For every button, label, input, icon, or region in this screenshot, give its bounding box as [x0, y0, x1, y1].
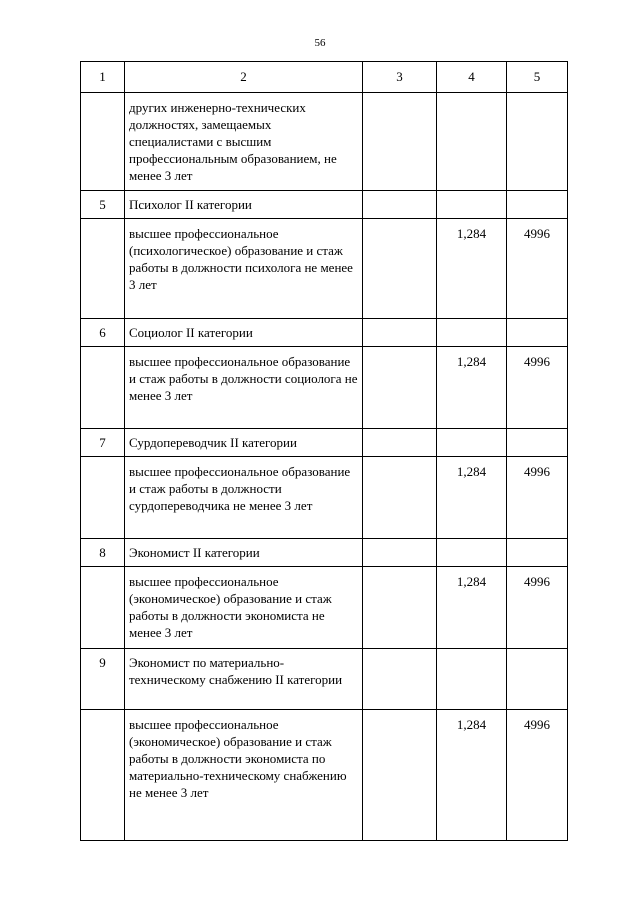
position-requirements-row: [81, 219, 568, 319]
position-title: Социолог II категории: [125, 319, 363, 347]
row-number: 9: [81, 649, 125, 710]
row-number: 8: [81, 539, 125, 567]
header-cell: 1: [81, 62, 125, 93]
page-number: 56: [314, 37, 326, 49]
coefficient-value: 1,284: [437, 710, 507, 841]
coefficient-value: 1,284: [437, 219, 507, 319]
requirements-text: высшее профессиональное образование и стаж работы в должности сурдопереводчика не менее 3 лет: [125, 457, 363, 539]
col3-value: [363, 347, 437, 429]
coefficient-value: 1,284: [437, 457, 507, 539]
requirements-text: высшее профессиональное (экономическое) образование и стаж работы в должности экономиста по материально-техническому снабжению не менее 3 лет: [125, 710, 363, 841]
header-cell: 4: [437, 62, 507, 93]
position-requirements-row: [81, 567, 568, 649]
coefficient-value: 1,284: [437, 567, 507, 649]
coefficient-value: 1,284: [437, 347, 507, 429]
row-number: 5: [81, 191, 125, 219]
col3-value: [363, 219, 437, 319]
salary-value: 4996: [507, 219, 568, 319]
position-title: Сурдопереводчик II категории: [125, 429, 363, 457]
continuation-row: [81, 93, 568, 191]
salary-value: 4996: [507, 710, 568, 841]
positions-table: [80, 61, 568, 841]
position-title-row: [81, 319, 568, 347]
position-title: Психолог II категории: [125, 191, 363, 219]
header-cell: 3: [363, 62, 437, 93]
position-title-row: [81, 191, 568, 219]
col3-value: [363, 567, 437, 649]
requirements-text: высшее профессиональное (психологическое) образование и стаж работы в должности психолога не менее 3 лет: [125, 219, 363, 319]
salary-value: 4996: [507, 567, 568, 649]
requirements-text: высшее профессиональное (экономическое) образование и стаж работы в должности экономиста не менее 3 лет: [125, 567, 363, 649]
position-title: Экономист II категории: [125, 539, 363, 567]
header-cell: 5: [507, 62, 568, 93]
position-title-row: [81, 539, 568, 567]
row-number: 7: [81, 429, 125, 457]
salary-value: 4996: [507, 347, 568, 429]
continuation-text: других инженерно-технических должностях, замещаемых специалистами с высшим профессиональным образованием, не менее 3 лет: [125, 93, 363, 191]
position-title-row: [81, 649, 568, 710]
position-requirements-row: [81, 457, 568, 539]
position-title-row: [81, 429, 568, 457]
header-row: [81, 62, 568, 93]
row-number: 6: [81, 319, 125, 347]
position-requirements-row: [81, 710, 568, 841]
salary-value: 4996: [507, 457, 568, 539]
position-requirements-row: [81, 347, 568, 429]
requirements-text: высшее профессиональное образование и стаж работы в должности социолога не менее 3 лет: [125, 347, 363, 429]
header-cell: 2: [125, 62, 363, 93]
col3-value: [363, 457, 437, 539]
col3-value: [363, 710, 437, 841]
position-title: Экономист по материально-техническому снабжению II категории: [125, 649, 363, 710]
